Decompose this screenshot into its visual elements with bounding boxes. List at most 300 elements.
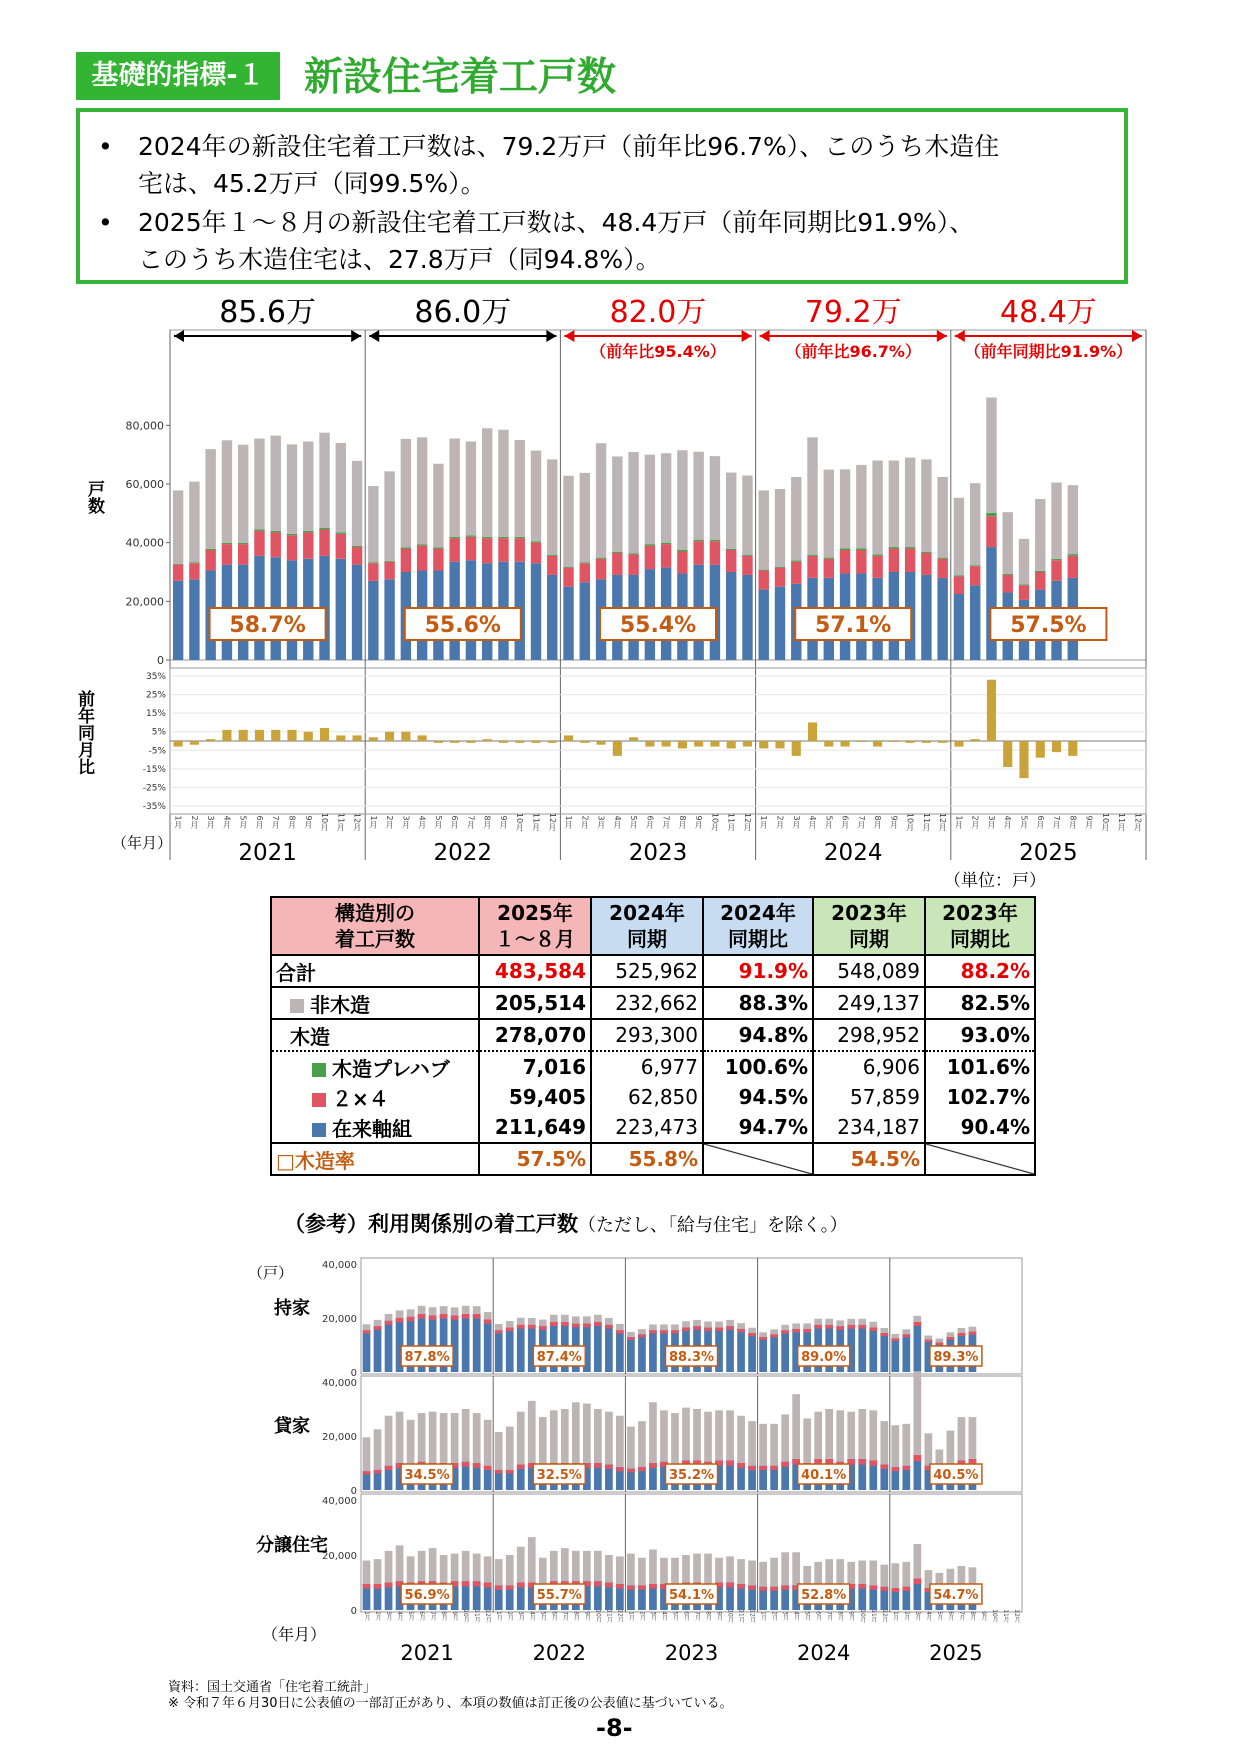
month-label: 11月 — [336, 812, 346, 832]
cell: 62,850 — [591, 1082, 703, 1112]
bar-nonwood — [550, 1315, 558, 1322]
month-label: 4月 — [222, 815, 232, 829]
y-tick-label: 40,000 — [322, 1260, 357, 1271]
month-label: 11月 — [531, 812, 541, 832]
bar-2x4 — [550, 1322, 558, 1326]
bar-2x4 — [528, 1325, 536, 1329]
bar-2x4 — [561, 1322, 569, 1326]
bar-nonwood — [616, 1324, 624, 1330]
bar-2x4 — [462, 1314, 470, 1319]
month-label: 7月 — [429, 1611, 437, 1621]
bar-nonwood — [737, 1416, 745, 1463]
bar-nonwood — [891, 1334, 899, 1338]
bar-nonwood — [396, 1412, 404, 1463]
bar-2x4 — [847, 1325, 855, 1329]
bar-2x4 — [440, 1314, 448, 1319]
month-label: 9月 — [847, 1611, 855, 1621]
year-label: 2024 — [823, 840, 883, 866]
ratio-label: 52.8% — [801, 1588, 847, 1603]
bar-nonwood — [748, 1328, 756, 1333]
year-label: 2023 — [628, 840, 688, 866]
bar-nonwood — [462, 1306, 470, 1314]
cell: 101.6% — [925, 1051, 1035, 1082]
bar-2x4 — [671, 1330, 679, 1333]
bar-wood — [759, 1337, 767, 1372]
month-label: 2月 — [770, 1611, 778, 1621]
bar-2x4 — [748, 1333, 756, 1336]
month-label: 1月 — [891, 1611, 899, 1621]
bar-2x4 — [649, 1463, 657, 1468]
y-tick-label: 40,000 — [125, 536, 164, 550]
bar-nonwood — [947, 1431, 955, 1465]
bar-2x4 — [969, 1332, 977, 1335]
month-label: 2月 — [775, 815, 785, 829]
month-label: 9月 — [303, 815, 313, 829]
bar-nonwood — [770, 1329, 778, 1334]
bar-nonwood — [528, 1401, 536, 1463]
bar-nonwood — [616, 1416, 624, 1467]
bullet-mark: • — [98, 208, 113, 237]
bar-2x4 — [858, 1459, 866, 1465]
month-label: 2月 — [374, 1611, 382, 1621]
y-tick-label: 0 — [157, 654, 164, 667]
bar-nonwood — [869, 1561, 877, 1586]
ratio-label: 89.3% — [933, 1350, 979, 1365]
bar-wood — [726, 1326, 734, 1372]
month-label: 9月 — [889, 815, 899, 829]
bar-wood — [748, 1333, 756, 1372]
month-label: 9月 — [979, 1611, 987, 1621]
month-label: 5月 — [407, 1611, 415, 1621]
bar-2x4 — [363, 1584, 371, 1589]
bar-nonwood — [814, 1562, 822, 1584]
bar-nonwood — [847, 1412, 855, 1459]
bar-wood — [770, 1334, 778, 1372]
bar-nonwood — [913, 1371, 921, 1455]
month-label: 9月 — [498, 815, 508, 829]
bar-nonwood — [363, 1437, 371, 1471]
month-label: 10月 — [726, 1609, 734, 1623]
bar-nonwood — [869, 1322, 877, 1328]
month-label: 2月 — [902, 1611, 910, 1621]
bar-nonwood — [451, 1413, 459, 1463]
bar-nonwood — [385, 1314, 393, 1321]
header-text: 2023年 同期比 — [942, 901, 1018, 951]
month-label: 5月 — [803, 1611, 811, 1621]
bar-2x4 — [902, 1587, 910, 1591]
bar-2x4 — [539, 1326, 547, 1330]
year-total-label: 86.0万 — [414, 295, 512, 330]
month-label: 11月 — [869, 1609, 877, 1623]
bar-wood — [902, 1334, 910, 1372]
cell: 93.0% — [925, 1019, 1035, 1051]
month-label: 8月 — [677, 815, 687, 829]
month-label: 10月 — [515, 812, 525, 832]
month-label: 8月 — [572, 1611, 580, 1621]
bar-nonwood — [671, 1558, 679, 1584]
bar-nonwood — [627, 1554, 635, 1586]
ratio-label: 32.5% — [536, 1468, 582, 1483]
cell: 94.5% — [703, 1082, 813, 1112]
month-label: 1月 — [759, 1611, 767, 1621]
bar-nonwood — [528, 1318, 536, 1325]
cell: 7,016 — [479, 1051, 591, 1082]
summary-line: 2024年の新設住宅着工戸数は、79.2万戸（前年比96.7%）、このうち木造住 — [138, 132, 1000, 161]
bar-nonwood — [759, 1332, 767, 1337]
bar-nonwood — [891, 1563, 899, 1588]
row-label: 合計 — [271, 955, 479, 987]
cell: 57.5% — [479, 1143, 591, 1175]
bar-nonwood — [572, 1551, 580, 1581]
ratio-label: 55.7% — [536, 1588, 582, 1603]
bar-2x4 — [902, 1466, 910, 1470]
bar-nonwood — [429, 1307, 437, 1315]
bar-nonwood — [462, 1551, 470, 1581]
bar-wood — [638, 1334, 646, 1372]
bar-nonwood — [925, 1336, 933, 1340]
bar-nonwood — [836, 1410, 844, 1461]
bar-nonwood — [572, 1402, 580, 1463]
bar-nonwood — [858, 1319, 866, 1325]
month-label: 5月 — [238, 815, 248, 829]
bar-2x4 — [781, 1330, 789, 1333]
bar-2x4 — [759, 1466, 767, 1470]
unit-label: （戸） — [248, 1264, 294, 1282]
month-label: 7月 — [466, 815, 476, 829]
bar-2x4 — [638, 1334, 646, 1337]
bar-nonwood — [814, 1319, 822, 1325]
bar-2x4 — [374, 1326, 382, 1330]
bar-nonwood — [858, 1561, 866, 1584]
bar-nonwood — [682, 1555, 690, 1583]
row-label: □木造率 — [271, 1143, 479, 1175]
bar-2x4 — [363, 1330, 371, 1333]
month-label: 4月 — [660, 1611, 668, 1621]
bar-2x4 — [484, 1319, 492, 1323]
month-label: 6月 — [418, 1611, 426, 1621]
month-label: 9月 — [1084, 815, 1094, 829]
bar-2x4 — [726, 1460, 734, 1465]
ratio-label: 89.0% — [801, 1350, 847, 1365]
month-label: 6月 — [946, 1611, 954, 1621]
month-label: 12月 — [1012, 1609, 1020, 1623]
bar-2x4 — [495, 1470, 503, 1474]
bar-2x4 — [506, 1585, 514, 1589]
bar-nonwood — [792, 1323, 800, 1328]
month-label: 6月 — [254, 815, 264, 829]
yoy-tick-label: -5% — [148, 746, 166, 757]
summary-line: このうち木造住宅は、27.8万戸（同94.8%）。 — [138, 245, 661, 274]
ratio-label: 87.8% — [404, 1350, 450, 1365]
bar-nonwood — [958, 1417, 966, 1460]
bar-nonwood — [561, 1315, 569, 1322]
bar-nonwood — [594, 1409, 602, 1463]
bar-nonwood — [506, 1427, 514, 1470]
bar-nonwood — [396, 1545, 404, 1581]
bar-nonwood — [594, 1315, 602, 1322]
bar-2x4 — [880, 1464, 888, 1469]
month-label: 12月 — [1133, 812, 1143, 832]
ratio-label: 35.2% — [668, 1468, 715, 1483]
month-label: 1月 — [368, 815, 378, 829]
month-label: 10月 — [1100, 812, 1110, 832]
month-label: 6月 — [682, 1611, 690, 1621]
bar-nonwood — [484, 1420, 492, 1466]
bar-nonwood — [726, 1320, 734, 1326]
year-change-label: （前年比95.4%） — [590, 342, 726, 361]
cell: 94.7% — [703, 1112, 813, 1143]
bar-2x4 — [649, 1584, 657, 1589]
bar-nonwood — [759, 1562, 767, 1587]
month-label: 5月 — [629, 815, 639, 829]
bar-nonwood — [583, 1551, 591, 1581]
cell: 548,089 — [813, 955, 925, 987]
bar-nonwood — [572, 1316, 580, 1323]
row-label: 非木造 — [310, 992, 370, 1017]
bar-nonwood — [737, 1559, 745, 1584]
ratio-label: 56.9% — [404, 1588, 450, 1603]
month-label: 9月 — [451, 1611, 459, 1621]
month-label: 7月 — [825, 1611, 833, 1621]
bar-2x4 — [429, 1315, 437, 1320]
header-text: 2024年 同期 — [609, 901, 685, 951]
bar-nonwood — [462, 1409, 470, 1462]
month-label: 4月 — [417, 815, 427, 829]
y-tick-label: 20,000 — [322, 1432, 357, 1443]
bar-2x4 — [891, 1467, 899, 1471]
bar-2x4 — [517, 1325, 525, 1329]
month-label: 3月 — [913, 1611, 921, 1621]
month-label: 3月 — [649, 1611, 657, 1621]
bar-wood — [737, 1329, 745, 1372]
y-tick-label: 40,000 — [322, 1496, 357, 1507]
bar-nonwood — [913, 1316, 921, 1322]
bar-nonwood — [649, 1402, 657, 1463]
y-tick-label: 0 — [350, 1486, 357, 1497]
panel-label: 分譲住宅 — [256, 1535, 328, 1556]
bar-nonwood — [902, 1562, 910, 1587]
x-axis-label: （年月） — [262, 1625, 327, 1644]
year-label: 2025 — [929, 1641, 983, 1665]
bar-2x4 — [803, 1329, 811, 1332]
bar-nonwood — [880, 1565, 888, 1587]
bar-nonwood — [495, 1324, 503, 1330]
bar-nonwood — [583, 1316, 591, 1323]
year-label: 2022 — [532, 1641, 587, 1665]
cell: 100.6% — [703, 1051, 813, 1082]
bar-2x4 — [825, 1325, 833, 1329]
bar-2x4 — [517, 1583, 525, 1588]
y-tick-label: 60,000 — [125, 478, 164, 491]
bar-nonwood — [704, 1322, 712, 1328]
y-tick-label: 40,000 — [322, 1378, 357, 1389]
bar-2x4 — [913, 1578, 921, 1584]
bar-2x4 — [594, 1322, 602, 1326]
bar-2x4 — [770, 1466, 778, 1470]
bar-nonwood — [781, 1414, 789, 1461]
bar-nonwood — [836, 1320, 844, 1326]
bar-2x4 — [638, 1467, 646, 1471]
bar-nonwood — [693, 1320, 701, 1326]
ratio-label: 54.7% — [933, 1588, 979, 1603]
year-label: 2022 — [433, 840, 493, 866]
bar-2x4 — [517, 1464, 525, 1469]
month-label: 9月 — [583, 1611, 591, 1621]
bar-nonwood — [605, 1318, 613, 1325]
bar-2x4 — [925, 1340, 933, 1343]
indicator-badge: 基礎的指標-１ — [76, 52, 280, 100]
bar-2x4 — [451, 1315, 459, 1320]
bar-wood — [517, 1325, 525, 1372]
bar-2x4 — [374, 1470, 382, 1474]
bar-2x4 — [495, 1330, 503, 1333]
month-label: 3月 — [385, 1611, 393, 1621]
month-label: 11月 — [726, 812, 736, 832]
month-label: 10月 — [594, 1609, 602, 1623]
bar-2x4 — [913, 1455, 921, 1461]
month-label: 7月 — [561, 1611, 569, 1621]
bar-nonwood — [803, 1418, 811, 1463]
bar-nonwood — [473, 1306, 481, 1314]
bar-wood — [385, 1321, 393, 1372]
cell: 483,584 — [479, 955, 591, 987]
bar-2x4 — [605, 1325, 613, 1329]
summary-line: 宅は、45.2万戸（同99.5%）。 — [138, 169, 486, 198]
bar-2x4 — [770, 1334, 778, 1337]
bar-nonwood — [969, 1417, 977, 1459]
bar-nonwood — [958, 1566, 966, 1585]
bar-wood — [627, 1337, 635, 1372]
cell: 525,962 — [591, 955, 703, 987]
bar-nonwood — [693, 1409, 701, 1460]
bar-nonwood — [550, 1551, 558, 1581]
header-text: 2025年 １～８月 — [495, 901, 575, 951]
bar-wood — [374, 1326, 382, 1372]
bar-nonwood — [748, 1561, 756, 1586]
bar-nonwood — [649, 1324, 657, 1330]
reference-subtitle: （ただし、「給与住宅」を除く。） — [578, 1215, 848, 1236]
bar-nonwood — [715, 1558, 723, 1583]
month-label: 7月 — [856, 815, 866, 829]
cell: 234,187 — [813, 1112, 925, 1143]
month-label: 10月 — [710, 812, 720, 832]
header-text: 構造別の 着工戸数 — [335, 901, 415, 951]
bar-nonwood — [418, 1306, 426, 1314]
cell: 59,405 — [479, 1082, 591, 1112]
bar-nonwood — [825, 1409, 833, 1459]
bar-2x4 — [748, 1585, 756, 1589]
bar-2x4 — [947, 1337, 955, 1340]
y-tick-label: 80,000 — [125, 419, 164, 433]
bar-2x4 — [715, 1327, 723, 1331]
bar-nonwood — [495, 1559, 503, 1585]
bar-wood — [495, 1330, 503, 1372]
bar-nonwood — [561, 1409, 569, 1463]
bar-nonwood — [947, 1332, 955, 1337]
month-label: 12月 — [616, 1609, 624, 1623]
bar-wood — [616, 1330, 624, 1372]
year-label: 2025 — [1019, 840, 1078, 866]
bar-nonwood — [781, 1325, 789, 1330]
month-label: 3月 — [596, 815, 606, 829]
bar-wood — [891, 1338, 899, 1372]
source-note: 資料：国土交通省「住宅着工統計」 — [168, 1680, 377, 1695]
cell: 90.4% — [925, 1112, 1035, 1143]
bar-nonwood — [858, 1409, 866, 1459]
month-label: 1月 — [173, 815, 183, 829]
bar-nonwood — [440, 1306, 448, 1314]
month-label: 8月 — [968, 1611, 976, 1621]
bar-2x4 — [616, 1584, 624, 1589]
bar-2x4 — [484, 1466, 492, 1470]
bar-2x4 — [836, 1326, 844, 1330]
month-label: 8月 — [873, 815, 883, 829]
month-label: 8月 — [704, 1611, 712, 1621]
bar-wood — [363, 1330, 371, 1372]
year-total-label: 85.6万 — [219, 295, 316, 330]
month-label: 4月 — [396, 1611, 404, 1621]
month-label: 4月 — [1003, 815, 1013, 829]
month-label: 2月 — [506, 1611, 514, 1621]
bar-2x4 — [759, 1587, 767, 1591]
bar-2x4 — [473, 1581, 481, 1586]
bar-2x4 — [583, 1323, 591, 1327]
bar-2x4 — [869, 1585, 877, 1589]
month-label: 6月 — [550, 1611, 558, 1621]
bar-nonwood — [902, 1329, 910, 1334]
table-unit: （単位：戸） — [944, 871, 1046, 891]
bar-nonwood — [440, 1413, 448, 1463]
month-label: 11月 — [737, 1609, 745, 1623]
month-label: 10月 — [858, 1609, 866, 1623]
bar-2x4 — [737, 1329, 745, 1332]
bar-2x4 — [737, 1584, 745, 1589]
panel-label: 持家 — [274, 1298, 310, 1319]
wood-ratio-label: 57.1% — [815, 613, 892, 638]
bar-nonwood — [528, 1537, 536, 1582]
bar-nonwood — [759, 1424, 767, 1466]
bar-2x4 — [462, 1462, 470, 1467]
bar-2x4 — [869, 1327, 877, 1331]
year-label: 2023 — [664, 1641, 719, 1665]
month-label: 11月 — [1117, 812, 1127, 832]
wood-ratio-label: 55.6% — [424, 613, 501, 638]
bar-nonwood — [880, 1421, 888, 1464]
bar-nonwood — [539, 1558, 547, 1584]
bar-nonwood — [517, 1547, 525, 1583]
month-label: 7月 — [271, 815, 281, 829]
bar-nonwood — [363, 1561, 371, 1584]
yoy-tick-label: 15% — [145, 709, 166, 720]
bar-2x4 — [792, 1329, 800, 1332]
month-label: 7月 — [957, 1611, 965, 1621]
cell: 102.7% — [925, 1082, 1035, 1112]
bar-nonwood — [583, 1404, 591, 1463]
bar-2x4 — [396, 1318, 404, 1322]
bar-nonwood — [792, 1394, 800, 1459]
row-label: ２×４ — [332, 1086, 389, 1111]
bar-nonwood — [440, 1555, 448, 1583]
cell: 278,070 — [479, 1019, 591, 1051]
bar-nonwood — [473, 1413, 481, 1463]
month-label: 9月 — [715, 1611, 723, 1621]
bar-nonwood — [847, 1562, 855, 1584]
bar-nonwood — [396, 1310, 404, 1318]
bar-2x4 — [682, 1327, 690, 1331]
bar-nonwood — [958, 1328, 966, 1333]
bar-nonwood — [726, 1556, 734, 1582]
cell: 82.5% — [925, 987, 1035, 1019]
